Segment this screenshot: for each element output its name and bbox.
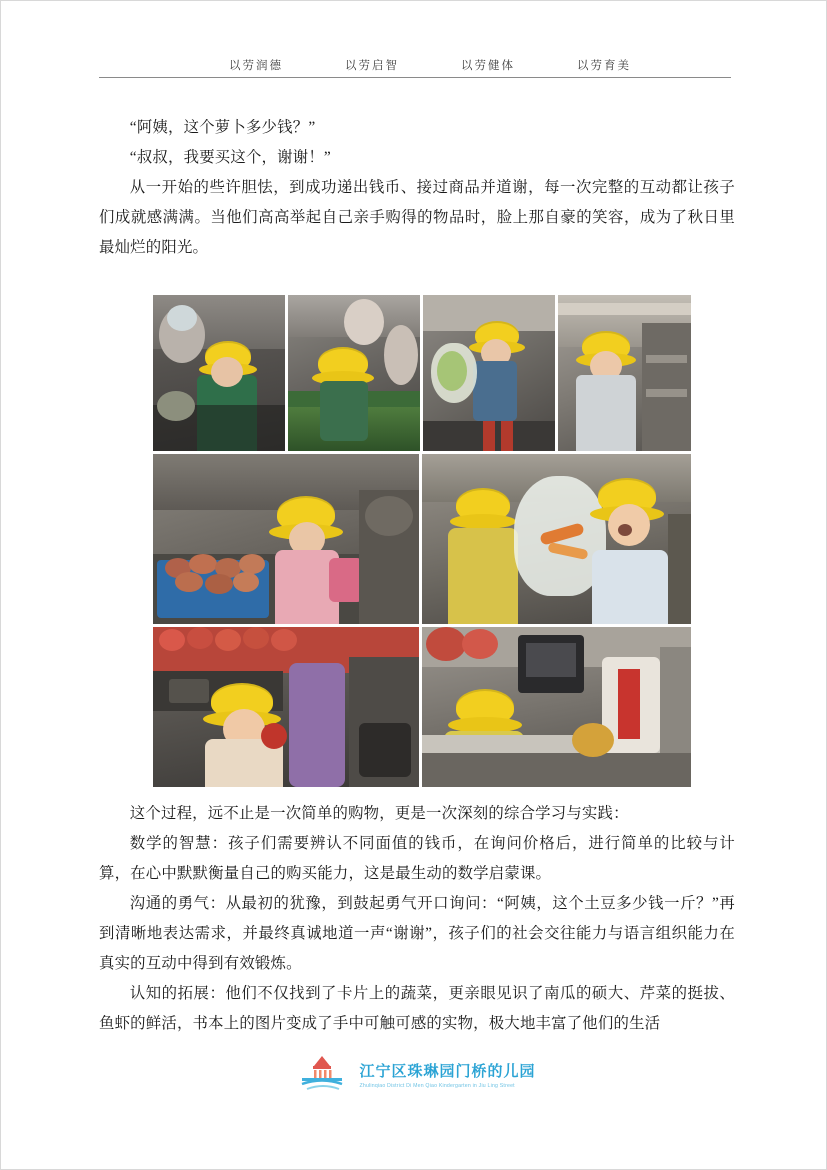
logo-text-block xyxy=(359,1060,535,1089)
photo-collage xyxy=(153,295,691,790)
page-footer xyxy=(1,1053,827,1095)
logo-name-cn: 江宁区珠琳园门桥的儿园 xyxy=(359,1062,536,1080)
paragraph-quote-2: “叔叔，我要买这个，谢谢！” xyxy=(129,149,331,166)
body-text-bottom xyxy=(99,799,735,1039)
page-header xyxy=(99,53,731,79)
header-slogans xyxy=(99,53,731,73)
paragraph-intro: 从一开始的些许胆怯，到成功递出钱币、接过商品并道谢，每一次完整的互动都让孩子们成就感满满。当他们高高举起自己亲手购得的物品时，脸上那自豪的笑容，成为了秋日里最灿烂的阳光。 xyxy=(99,179,735,256)
photo-market-f xyxy=(422,454,691,624)
photo-market-c xyxy=(423,295,555,451)
header-slogan-2: 以劳启智 xyxy=(345,60,399,72)
bridge-logo-icon xyxy=(293,1053,351,1095)
photo-row xyxy=(153,295,691,451)
paragraph-communication: 沟通的勇气：从最初的犹豫，到鼓起勇气开口询问：“阿姨，这个土豆多少钱一斤？”再到清晰地表达需求，并最终真诚地道一声“谢谢”，孩子们的社会交往能力与语言组织能力在真实的互动中得到有效锻炼。 xyxy=(99,895,735,972)
header-slogan-4: 以劳育美 xyxy=(577,60,631,72)
header-divider xyxy=(99,77,731,78)
body-text-top xyxy=(99,113,735,263)
photo-market-d xyxy=(558,295,691,451)
photo-market-a xyxy=(153,295,285,451)
paragraph-summary: 这个过程，远不止是一次简单的购物，更是一次深刻的综合学习与实践： xyxy=(129,805,629,822)
kindergarten-logo xyxy=(293,1053,535,1095)
paragraph-math: 数学的智慧：孩子们需要辨认不同面值的钱币，在询问价格后，进行简单的比较与计算，在心中默默衡量自己的购买能力，这是最生动的数学启蒙课。 xyxy=(99,835,735,882)
logo-name-en: Zhulinqiao District Di Men Qiao Kindergarten in Jiu Ling Street xyxy=(359,1082,515,1089)
photo-market-h xyxy=(422,627,691,787)
photo-row xyxy=(153,454,691,624)
photo-market-b xyxy=(288,295,420,451)
paragraph-cognition: 认知的拓展：他们不仅找到了卡片上的蔬菜，更亲眼见识了南瓜的硕大、芹菜的挺拔、鱼虾的鲜活，书本上的图片变成了手中可触可感的实物，极大地丰富了他们的生活 xyxy=(99,985,735,1032)
paragraph-quote-1: “阿姨，这个萝卜多少钱？” xyxy=(129,119,316,136)
header-slogan-3: 以劳健体 xyxy=(461,60,515,72)
photo-market-e xyxy=(153,454,419,624)
photo-market-g xyxy=(153,627,419,787)
photo-row xyxy=(153,627,691,787)
header-slogan-1: 以劳润德 xyxy=(229,60,283,72)
